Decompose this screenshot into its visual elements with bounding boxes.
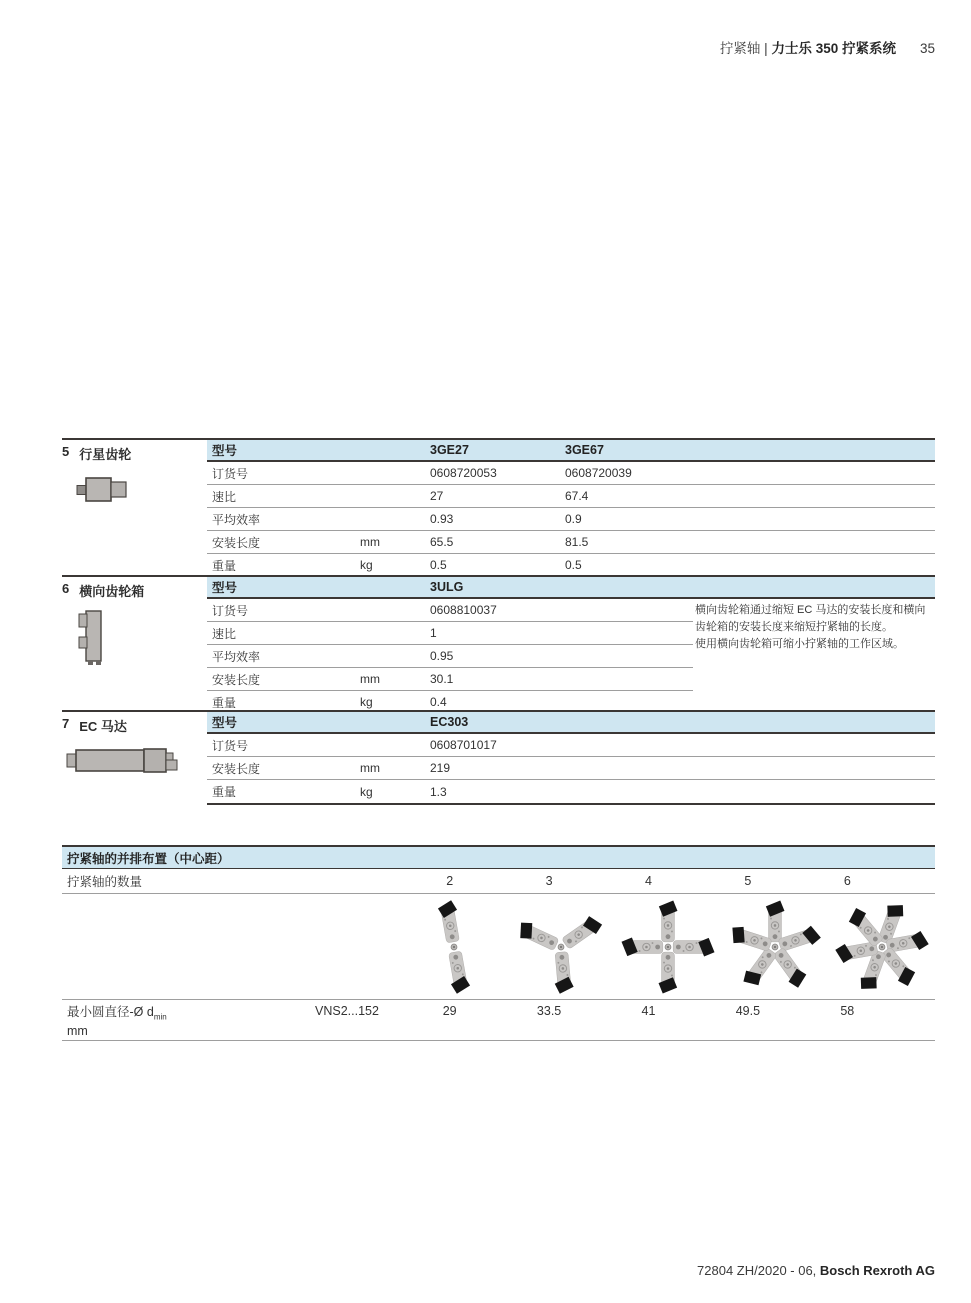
table-row (207, 734, 935, 757)
section-side-label (62, 716, 207, 777)
planetary-gear-table (207, 440, 935, 577)
spindle-count-value: 2 (446, 874, 454, 888)
row-label: 平均效率 (212, 649, 261, 664)
spindle-count-value: 3 (545, 874, 553, 888)
row-value: 0.95 (430, 649, 454, 663)
row-unit: mm (360, 672, 380, 686)
row-label: 安装长度 (212, 761, 261, 776)
page-footer (697, 1263, 935, 1278)
row-unit: mm (360, 535, 380, 549)
section-number: 7 (62, 716, 70, 731)
breadcrumb: 拧紧轴 | (719, 41, 772, 56)
table-row (207, 554, 935, 577)
min-diameter-value: 49.5 (735, 1004, 761, 1018)
min-diameter-label: 最小圆直径-Ø $d_{min}$ mm (62, 1004, 315, 1040)
min-diameter-value: 41 (641, 1004, 656, 1018)
row-label: 型号 (212, 581, 238, 595)
min-diameter-value: 29 (442, 1004, 457, 1018)
row-unit: mm (360, 761, 380, 775)
section-side-label (62, 581, 207, 669)
row-value: 81.5 (565, 535, 589, 549)
model-value: EC303 (430, 715, 469, 729)
table-row (207, 757, 935, 780)
series-code: VNS2...152 (315, 1004, 379, 1018)
table-row (207, 462, 935, 485)
arrangement-diagram-row (62, 894, 935, 1000)
table-header-row (207, 440, 935, 462)
section-title: EC 马达 (79, 719, 127, 734)
row-value: 219 (430, 761, 451, 775)
section-title: 行星齿轮 (79, 447, 132, 462)
row-value: 0608701017 (430, 738, 497, 752)
section-divider (62, 845, 935, 847)
table-header-row (207, 712, 935, 734)
min-diameter-value: 58 (840, 1004, 855, 1018)
gearbox-note (695, 602, 945, 653)
min-diameter-unit: mm (67, 1024, 88, 1039)
row-label: 安装长度 (212, 672, 261, 687)
row-label: 重量 (212, 558, 237, 573)
row-value: 65.5 (430, 535, 454, 549)
row-label: 型号 (212, 716, 238, 730)
row-value: 27 (430, 489, 444, 503)
row-label: 订货号 (212, 738, 249, 753)
table-header-row (207, 577, 935, 599)
page-number: 35 (919, 41, 935, 56)
table-row (207, 531, 935, 554)
note-line: 横向齿轮箱通过缩短 EC 马达的安装长度和横向 (695, 604, 926, 616)
row-value: 30.1 (430, 672, 454, 686)
model-value: 3GE27 (430, 443, 469, 457)
spindle-count-value: 5 (744, 874, 752, 888)
spindle-arrangement-diagram-4 (618, 897, 718, 997)
spindle-arrangement-diagram-5 (725, 897, 825, 997)
row-label: 重量 (212, 695, 237, 710)
spindle-arrangement-diagram-3 (511, 897, 611, 997)
min-diameter-row (62, 1000, 935, 1041)
spindle-arrangement-diagram-6 (832, 897, 932, 997)
note-line: 齿轮箱的安装长度来缩短拧紧轴的长度。 (695, 621, 893, 634)
row-label: 速比 (212, 626, 237, 641)
table-row (207, 668, 693, 691)
spindle-count-label: 拧紧轴的数量 (67, 875, 143, 889)
row-label: 重量 (212, 785, 237, 799)
row-value: 0608810037 (430, 603, 497, 617)
row-value: 0.5 (430, 558, 447, 572)
model-value: 3ULG (430, 580, 464, 594)
table-row (207, 485, 935, 508)
table-row (207, 622, 693, 645)
spindle-count-row (62, 869, 935, 894)
model-value: 3GE67 (565, 443, 604, 457)
table-row (207, 780, 935, 803)
transverse-gearbox-icon (74, 609, 112, 669)
section-side-label (62, 444, 207, 505)
spindle-count-value: 6 (843, 874, 851, 888)
row-label: 订货号 (212, 466, 249, 481)
row-value: 1.3 (430, 784, 447, 799)
row-value: 1 (430, 626, 437, 640)
footer-docref: 72804 ZH/2020 - 06, (697, 1263, 820, 1278)
row-value: 0.5 (565, 558, 582, 572)
section-title: 横向齿轮箱 (79, 584, 145, 599)
row-label: 型号 (212, 444, 238, 458)
section-number: 5 (62, 444, 70, 459)
ec-motor-icon (66, 745, 178, 777)
row-label: 平均效率 (212, 512, 261, 527)
planetary-gear-icon (76, 473, 130, 505)
section-number: 6 (62, 581, 70, 596)
page-title: 力士乐 350 拧紧系统 (771, 41, 896, 56)
table-row (207, 508, 935, 531)
row-value: 0608720039 (565, 466, 632, 480)
row-value: 0.93 (430, 512, 454, 526)
row-unit: kg (360, 784, 373, 799)
page-header (720, 37, 935, 57)
table-bottom-border (207, 803, 935, 805)
row-label: 安装长度 (212, 535, 261, 550)
row-value: 0.4 (430, 695, 447, 709)
row-unit: kg (360, 558, 373, 572)
spindle-arrangement-diagram-2 (404, 897, 504, 997)
row-unit: kg (360, 695, 373, 709)
footer-company: Bosch Rexroth AG (819, 1263, 935, 1278)
row-label: 速比 (212, 489, 237, 504)
row-value: 0.9 (565, 512, 582, 526)
ec-motor-table (207, 712, 935, 805)
note-line: 使用横向齿轮箱可缩小拧紧轴的工作区域。 (695, 638, 904, 651)
row-value: 0608720053 (430, 466, 497, 480)
min-diameter-value: 33.5 (536, 1004, 562, 1018)
row-value: 67.4 (565, 489, 589, 503)
row-label: 订货号 (212, 603, 249, 618)
arrangement-table (62, 845, 935, 1041)
spindle-count-value: 4 (645, 874, 652, 888)
table-row (207, 645, 693, 668)
table-row (207, 599, 693, 622)
arrangement-title: 拧紧轴的并排布置（中心距） (62, 847, 935, 869)
